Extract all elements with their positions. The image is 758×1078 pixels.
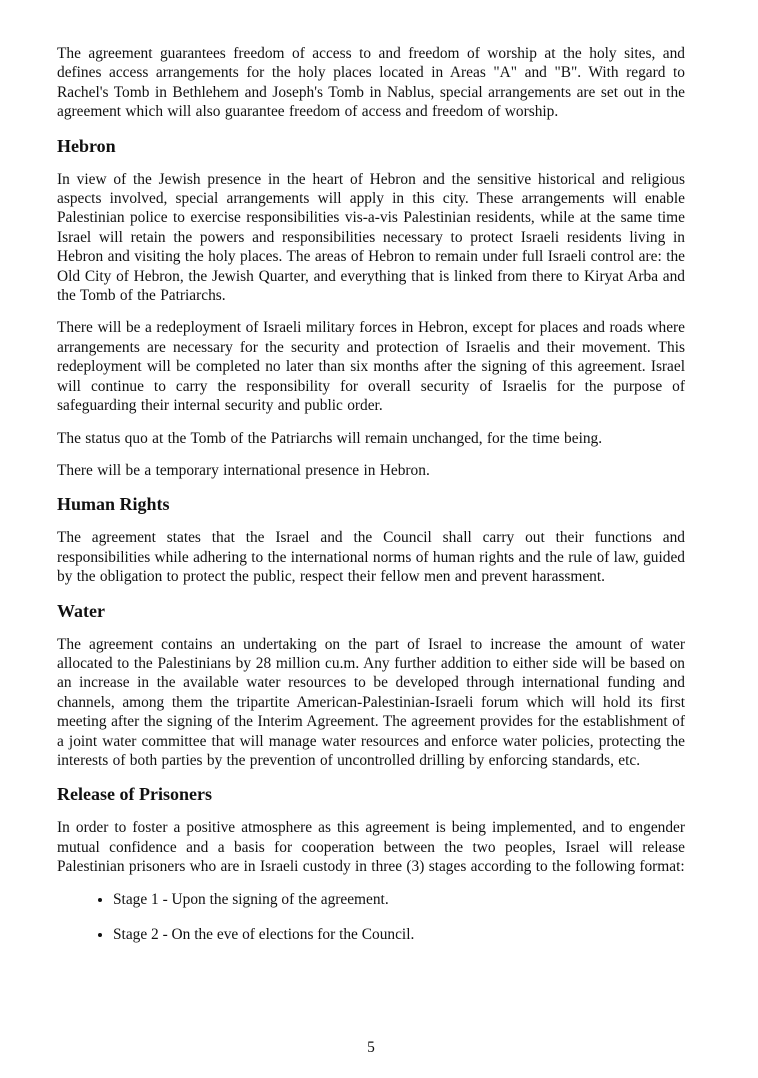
list-item-stage-1: • Stage 1 - Upon the signing of the agreement. bbox=[113, 890, 685, 909]
section-heading-human-rights: Human Rights bbox=[57, 494, 170, 515]
paragraph-holy-sites: The agreement guarantees freedom of access to and freedom of worship at the holy sites, and defines access arrangements for the holy places located in Areas "A" and "B". With regard to Rachel's Tomb in Bethlehem and Joseph's Tomb in Nablus, special arrangements are set out in the agreement which will also guarantee freedom of access and freedom of worship. bbox=[57, 45, 685, 121]
paragraph-international-presence: There will be a temporary international presence in Hebron. bbox=[57, 461, 430, 479]
paragraph-release-of-prisoners: In order to foster a positive atmosphere as this agreement is being implemented, and to engender mutual confidence and a basis for cooperation between the two peoples, Israel will release Palestinian prisoners who are in Israeli custody in three (3) stages according to the following format: bbox=[57, 819, 685, 876]
paragraph-water: The agreement contains an undertaking on the part of Israel to increase the amount of water allocated to the Palestinians by 28 million cu.m. Any further addition to either side will be based on an increase in the available water resources to be developed through international funding and channels, among them the tripartite American-Palestinian-Israeli forum which will hold its first meeting after the signing of the Interim Agreement. The agreement provides for the establishment of a joint water committee that will manage water resources and enforce water policies, protecting the interests of both parties by the prevention of uncontrolled drilling by enforcing standards, etc. bbox=[57, 635, 685, 769]
paragraph-hebron-redeployment: There will be a redeployment of Israeli military forces in Hebron, except for places and roads where arrangements are necessary for the security and protection of Israelis and their movement. This redeployment will be completed no later than six months after the signing of this agreement. Israel will continue to carry the responsibility for overall security of Israelis for the purpose of safeguarding their internal security and public order. bbox=[57, 319, 685, 415]
stage-list bbox=[57, 890, 685, 945]
section-heading-release-of-prisoners: Release of Prisoners bbox=[57, 784, 212, 805]
paragraph-human-rights: The agreement states that the Israel and the Council shall carry out their functions and responsibilities while adhering to the international norms of human rights and the rule of law, guided by the obligation to protect the public, respect their fellow men and prevent harassment. bbox=[57, 529, 685, 586]
section-heading-hebron: Hebron bbox=[57, 135, 116, 156]
paragraph-hebron-arrangements: In view of the Jewish presence in the heart of Hebron and the sensitive historical and religious aspects involved, special arrangements will apply in this city. These arrangements will enable Palestinian police to exercise responsibilities vis-a-vis Palestinian residents, while at the same time Israel will retain the powers and responsibilities necessary to protect Israeli residents living in Hebron and visiting the holy places. The areas of Hebron to remain under full Israeli control are: the Old City of Hebron, the Jewish Quarter, and everything that is linked from there to Kiryat Arba and the Tomb of the Patriarchs. bbox=[57, 170, 685, 305]
list-item-stage-2: • Stage 2 - On the eve of elections for the Council. bbox=[113, 925, 685, 944]
section-heading-water: Water bbox=[57, 600, 105, 621]
page-number: 5 bbox=[367, 1039, 375, 1056]
paragraph-status-quo: The status quo at the Tomb of the Patriarchs will remain unchanged, for the time being. bbox=[57, 429, 603, 447]
